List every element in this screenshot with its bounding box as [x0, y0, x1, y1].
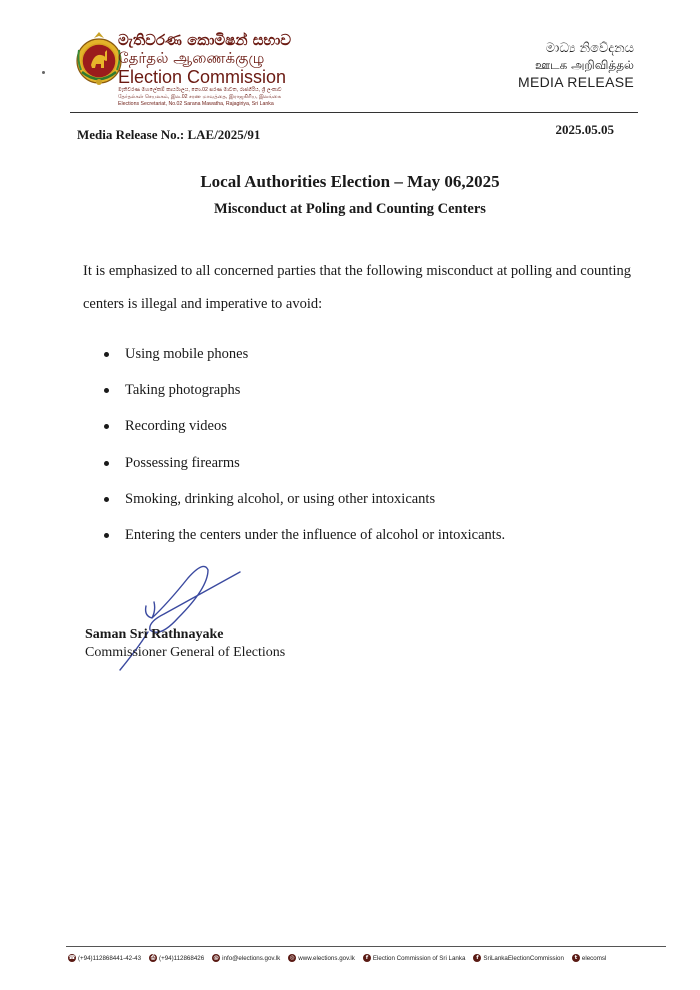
release-number: Media Release No.: LAE/2025/91: [77, 127, 261, 142]
footer-website: [288, 954, 355, 962]
list-item: [104, 342, 624, 378]
list-item-text: Smoking, drinking alcohol, or using other intoxicants: [125, 490, 436, 507]
document-subtitle: Misconduct at Poling and Counting Centers: [214, 201, 486, 217]
globe-icon: ◎: [289, 955, 295, 961]
email-icon: @: [213, 955, 219, 961]
scan-speck: [42, 71, 45, 74]
bullet-icon: [104, 461, 109, 466]
signer-name: Saman Sri Rathnayake: [85, 627, 224, 642]
list-item-text: Possessing firearms: [125, 454, 240, 471]
footer-twitter: [572, 954, 606, 962]
document-title: Local Authorities Election – May 06,2025: [200, 172, 500, 191]
bullet-icon: [104, 352, 109, 357]
media-release-tamil: ஊடக அறிவித்தல்: [534, 58, 634, 72]
list-item: [104, 487, 624, 523]
release-date: 2025.05.05: [555, 122, 614, 137]
list-item-text: Taking photographs: [125, 382, 241, 399]
phone-text: (+94)112868441-42-43: [78, 954, 142, 962]
footer-divider: [66, 946, 666, 947]
list-item-text: Using mobile phones: [125, 346, 249, 362]
footer-fax: [149, 954, 204, 962]
facebook-icon: f: [473, 954, 481, 962]
twitter-text: elecomsl: [581, 954, 607, 962]
bullet-icon: [104, 424, 109, 429]
list-item: [104, 451, 624, 487]
phone-icon: ☎: [68, 955, 76, 961]
email-text: info@elections.gov.lk: [222, 954, 281, 962]
org-name-english: Election Commission: [118, 67, 287, 87]
intro-paragraph: It is emphasized to all concerned parties that the following misconduct at polling and counting centers is illegal and imperative to avoid:: [83, 263, 631, 312]
address-english: Elections Secretariat, No.02 Sarana Mawatha, Rajagiriya, Sri Lanka: [118, 101, 274, 107]
footer-email: [212, 954, 280, 962]
list-item: [104, 378, 624, 414]
signer-title: Commissioner General of Elections: [85, 645, 286, 660]
media-release-english: MEDIA RELEASE: [518, 74, 634, 90]
footer-facebook: [363, 954, 466, 962]
facebook-page-text: SriLankaElectionCommission: [483, 954, 564, 962]
list-item-text: Entering the centers under the influence of alcohol or intoxicants.: [125, 526, 506, 543]
facebook-icon: f: [363, 954, 371, 962]
address-tamil: தேர்தல்கள் செயலகம், இல.02 சரண மாவத்தை, இராஜகிரிய, இலங்கை: [118, 94, 282, 100]
fax-icon: ⎙: [150, 955, 156, 961]
footer-phone: [68, 954, 141, 962]
org-name-sinhala: මැතිවරණ කොමිෂන් සභාව: [118, 31, 292, 49]
facebook-text: Election Commission of Sri Lanka: [372, 954, 466, 962]
list-item: [104, 523, 624, 559]
media-release-sinhala: මාධ්‍ය නිවේදනය: [545, 41, 634, 56]
sri-lanka-emblem-icon: [74, 30, 124, 88]
twitter-icon: t: [572, 954, 580, 962]
list-item: [104, 414, 624, 450]
bullet-icon: [104, 497, 109, 502]
misconduct-list: [104, 342, 624, 559]
website-text: www.elections.gov.lk: [298, 954, 355, 962]
bullet-icon: [104, 533, 109, 538]
list-item-text: Recording videos: [125, 418, 227, 435]
bullet-icon: [104, 388, 109, 393]
footer-facebook-page: [473, 954, 563, 962]
org-name-tamil: தேர்தல் ஆணைக்குழு: [118, 49, 265, 67]
contact-footer: [68, 954, 668, 962]
address-sinhala: මැතිවරණ මහලේකම් කාර්යාලය, නො.02 සරණ මාවත, රාජගිරිය, ශ්‍රී ලංකාව: [118, 87, 282, 93]
organization-name-block: [118, 31, 418, 108]
fax-text: (+94)112868426: [159, 954, 205, 962]
media-release-label-block: [518, 40, 634, 91]
header-divider: [70, 112, 638, 113]
